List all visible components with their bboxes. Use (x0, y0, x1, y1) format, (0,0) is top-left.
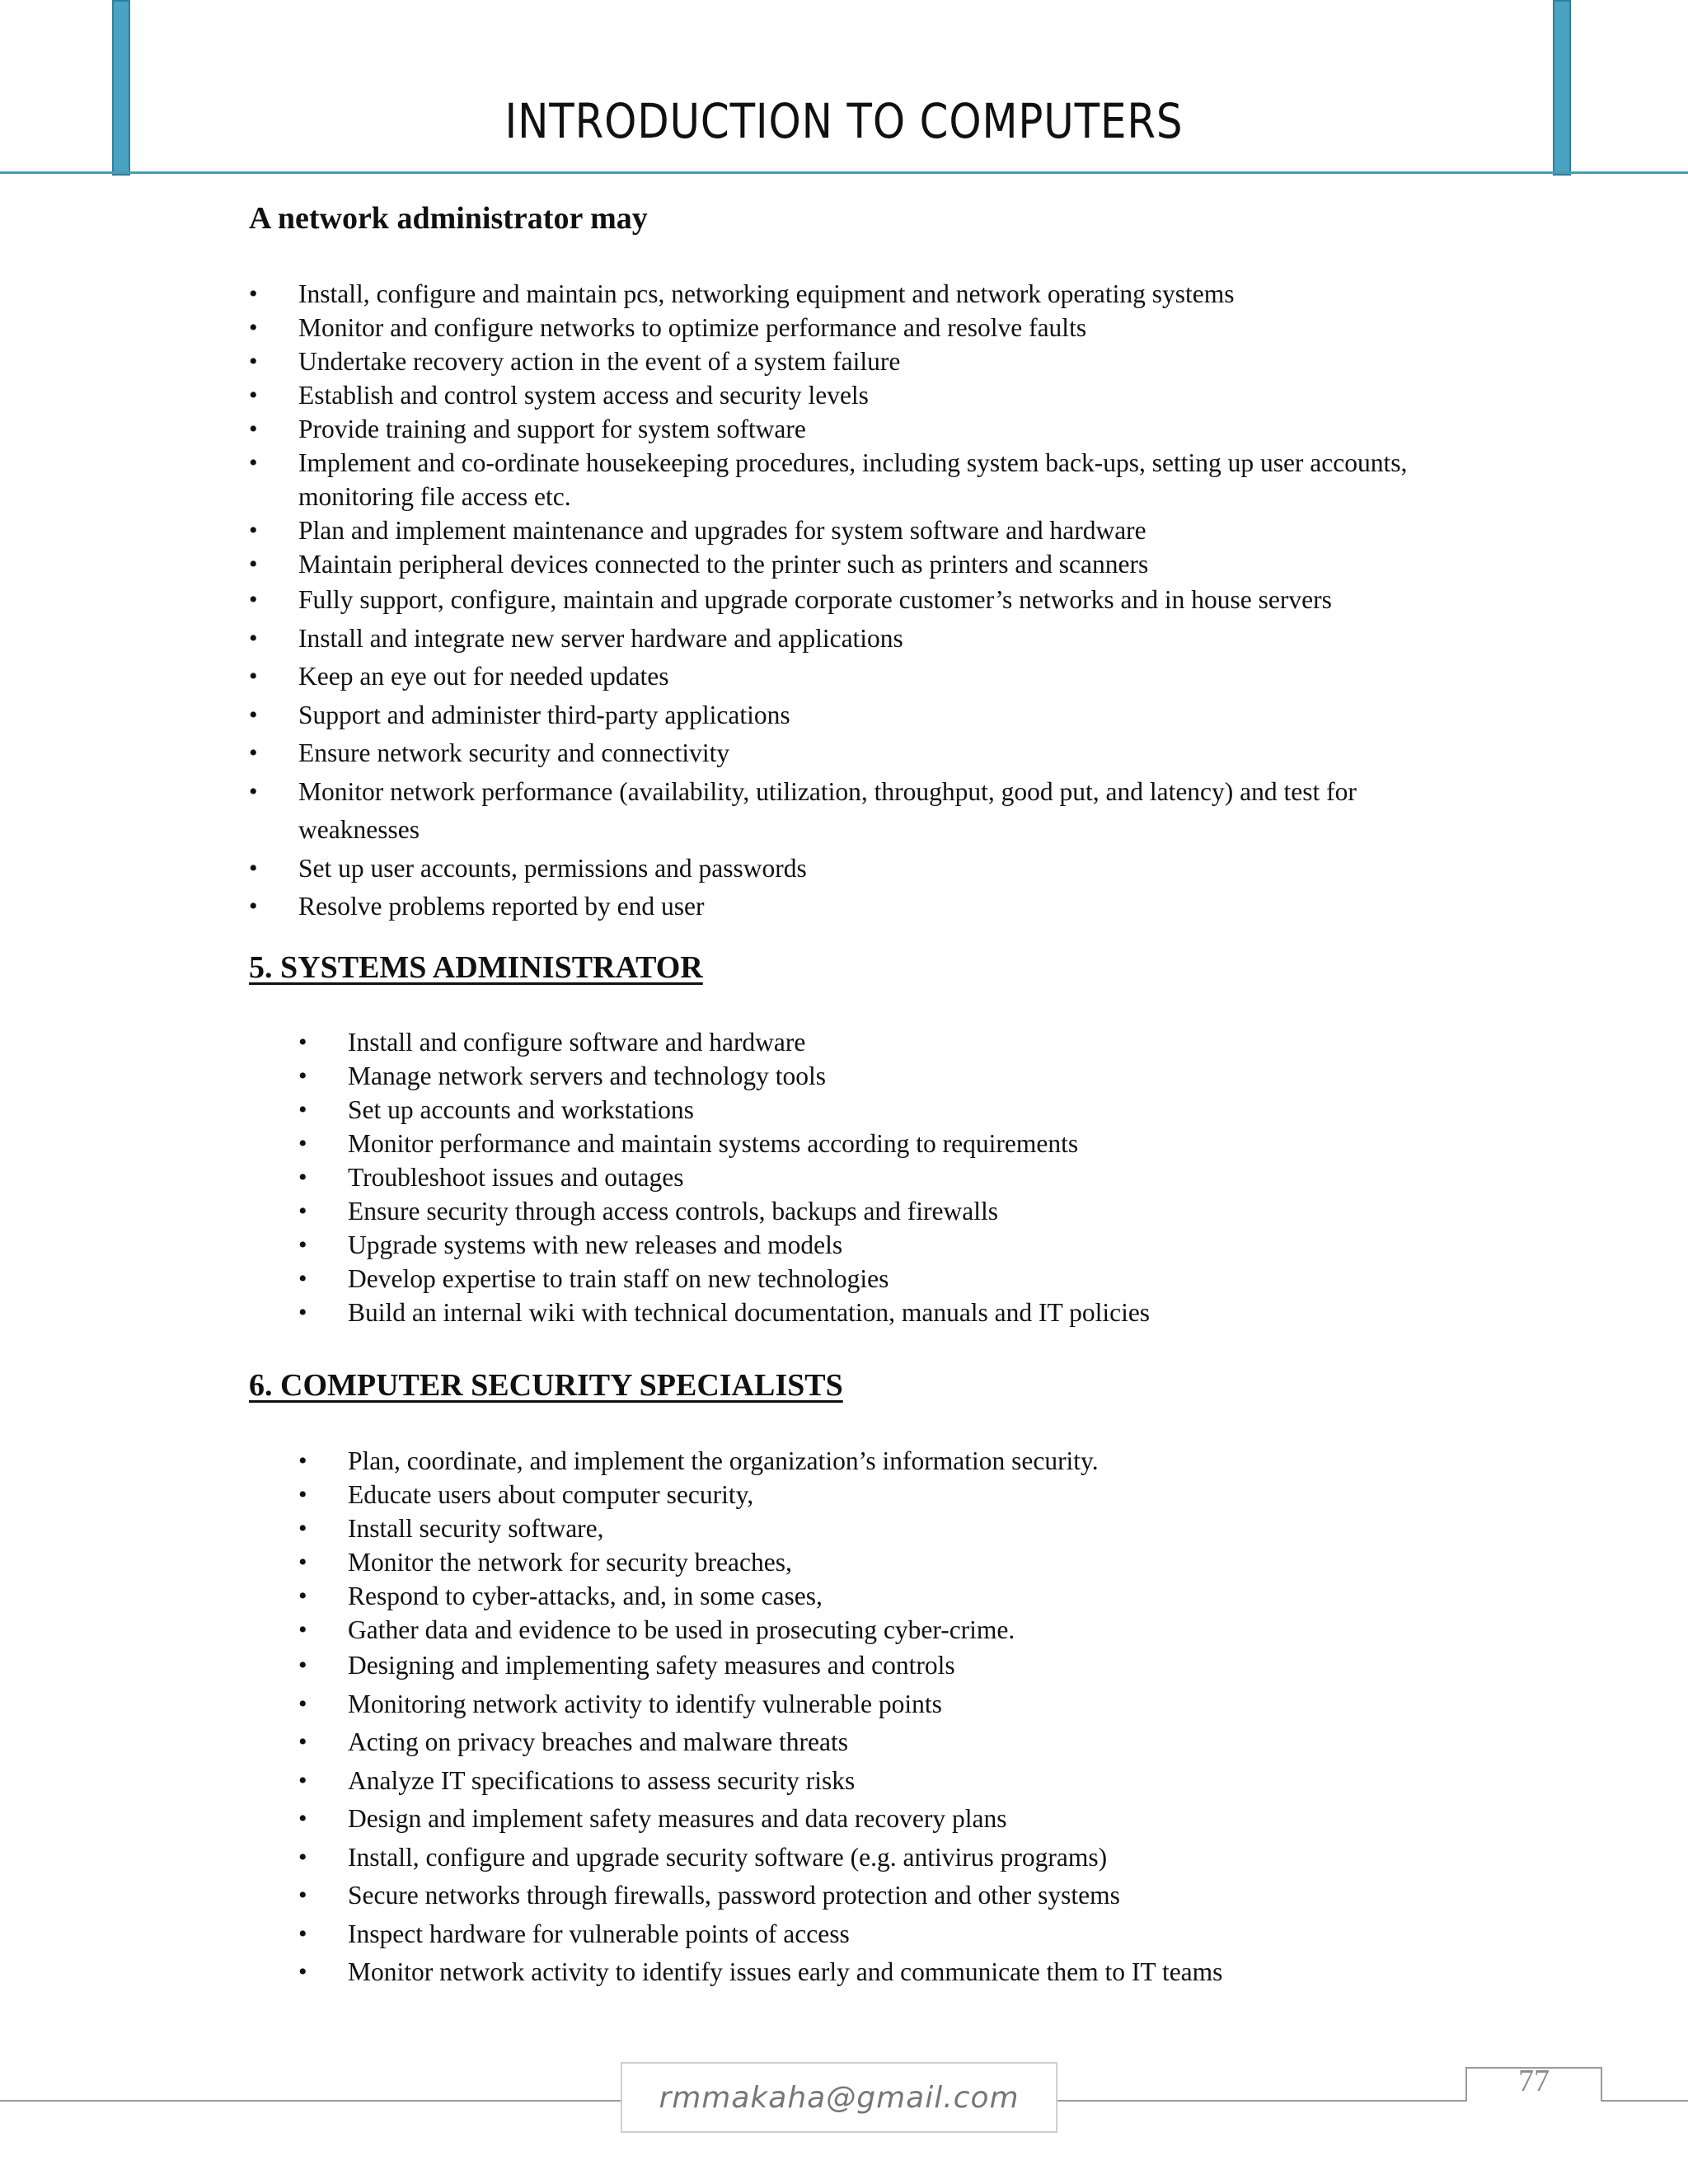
section-heading-network-administrator: A network administrator may (249, 201, 648, 236)
list-item: • Install security software, (298, 1511, 1222, 1545)
bullet-icon: • (249, 701, 258, 729)
footer-rule-left (0, 2100, 621, 2102)
bullet-icon: • (298, 1919, 307, 1947)
bullet-icon: • (249, 739, 258, 766)
list-item: • Monitor performance and maintain systems according to requirements (298, 1127, 1150, 1160)
bullet-icon: • (298, 1299, 307, 1326)
footer-rule-middle (1057, 2100, 1465, 2102)
footer-rule-right (1602, 2100, 1688, 2102)
page-header-title: INTRODUCTION TO COMPUTERS (504, 93, 1184, 149)
list-item: • Maintain peripheral devices connected to the printer such as printers and scanners (249, 547, 1452, 581)
bullet-icon: • (298, 1882, 307, 1909)
list-item: • Install, configure and upgrade security software (e.g. antivirus programs) (298, 1839, 1222, 1877)
list-item: • Plan, coordinate, and implement the organization’s information security. (298, 1444, 1222, 1478)
bullet-icon: • (298, 1481, 307, 1508)
security-specialist-duties-list (298, 1444, 1222, 1992)
list-item: • Upgrade systems with new releases and models (298, 1228, 1150, 1262)
list-item: • Ensure security through access controls, backups and firewalls (298, 1194, 1150, 1228)
list-item: • Support and administer third-party applications (249, 696, 1452, 735)
footer-email: rmmakaha@gmail.com (659, 2080, 1020, 2115)
list-item: • Monitor and configure networks to optimize performance and resolve faults (249, 311, 1452, 344)
bullet-icon: • (298, 1582, 307, 1610)
list-item: • Build an internal wiki with technical documentation, manuals and IT policies (298, 1296, 1150, 1329)
page-number: 77 (1518, 2064, 1550, 2098)
bullet-icon: • (298, 1843, 307, 1871)
list-item: • Plan and implement maintenance and upgrades for system software and hardware (249, 513, 1452, 547)
list-item: • Monitoring network activity to identify vulnerable points (298, 1685, 1222, 1724)
bullet-icon: • (249, 382, 258, 409)
bullet-icon: • (298, 1652, 307, 1679)
section-heading-security-specialists: 6. COMPUTER SECURITY SPECIALISTS (249, 1368, 843, 1403)
list-item: • Resolve problems reported by end user (249, 888, 1452, 926)
list-item: • Install and configure software and hardware (298, 1025, 1150, 1059)
bullet-icon: • (298, 1062, 307, 1090)
bullet-icon: • (298, 1805, 307, 1832)
list-item: • Monitor the network for security breaches, (298, 1545, 1222, 1579)
list-item: • Inspect hardware for vulnerable points of access (298, 1915, 1222, 1954)
bullet-icon: • (249, 854, 258, 882)
bullet-icon: • (298, 1515, 307, 1542)
list-item: • Respond to cyber-attacks, and, in some cases, (298, 1579, 1222, 1613)
list-item: • Gather data and evidence to be used in prosecuting cyber-crime. (298, 1613, 1222, 1647)
list-item: • Monitor network performance (availability, utilization, throughput, good put, and latency) and test for weaknesses (249, 773, 1452, 850)
list-item: • Provide training and support for system software (249, 412, 1452, 446)
bullet-icon: • (298, 1728, 307, 1755)
bullet-icon: • (249, 449, 258, 476)
bullet-icon: • (249, 280, 258, 307)
bullet-icon: • (249, 893, 258, 920)
bullet-icon: • (298, 1766, 307, 1794)
list-item: • Acting on privacy breaches and malware threats (298, 1723, 1222, 1762)
header-accent-bar-right (1553, 0, 1571, 176)
list-item: • Analyze IT specifications to assess security risks (298, 1762, 1222, 1801)
list-item: • Set up accounts and workstations (298, 1093, 1150, 1127)
list-item: • Establish and control system access and security levels (249, 378, 1452, 412)
bullet-icon: • (298, 1447, 307, 1474)
bullet-icon: • (298, 1197, 307, 1225)
list-item: • Monitor network activity to identify issues early and communicate them to IT teams (298, 1953, 1222, 1992)
list-item: • Set up user accounts, permissions and passwords (249, 850, 1452, 888)
header-accent-bar-left (112, 0, 130, 176)
bullet-icon: • (298, 1265, 307, 1292)
bullet-icon: • (249, 348, 258, 375)
bullet-icon: • (298, 1164, 307, 1191)
list-item: • Design and implement safety measures and data recovery plans (298, 1800, 1222, 1839)
bullet-icon: • (298, 1130, 307, 1157)
bullet-icon: • (249, 551, 258, 578)
bullet-icon: • (249, 415, 258, 443)
list-item: • Ensure network security and connectivity (249, 734, 1452, 773)
bullet-icon: • (249, 624, 258, 652)
bullet-icon: • (249, 586, 258, 613)
bullet-icon: • (249, 663, 258, 690)
bullet-icon: • (298, 1690, 307, 1718)
bullet-icon: • (249, 314, 258, 341)
list-item: • Troubleshoot issues and outages (298, 1160, 1150, 1194)
header-rule (0, 171, 1688, 174)
list-item: • Install and integrate new server hardware and applications (249, 620, 1452, 658)
bullet-icon: • (249, 777, 258, 805)
list-item: • Undertake recovery action in the event of a system failure (249, 344, 1452, 378)
list-item: • Educate users about computer security, (298, 1478, 1222, 1511)
list-item: • Fully support, configure, maintain and upgrade corporate customer’s networks and in house servers (249, 581, 1452, 620)
list-item: • Designing and implementing safety measures and controls (298, 1647, 1222, 1685)
bullet-icon: • (298, 1549, 307, 1576)
bullet-icon: • (298, 1231, 307, 1258)
list-item: • Secure networks through firewalls, password protection and other systems (298, 1877, 1222, 1915)
list-item: • Keep an eye out for needed updates (249, 658, 1452, 696)
bullet-icon: • (298, 1616, 307, 1643)
bullet-icon: • (298, 1029, 307, 1056)
footer-email-box (621, 2062, 1057, 2133)
list-item: • Develop expertise to train staff on new technologies (298, 1262, 1150, 1296)
bullet-icon: • (298, 1096, 307, 1123)
bullet-icon: • (249, 517, 258, 544)
systems-admin-duties-list (298, 1025, 1150, 1329)
list-item: • Implement and co-ordinate housekeeping procedures, including system back-ups, setting up user accounts, monitoring file access etc. (249, 446, 1452, 513)
bullet-icon: • (298, 1958, 307, 1985)
network-admin-duties-list (249, 277, 1452, 926)
list-item: • Install, configure and maintain pcs, networking equipment and network operating systems (249, 277, 1452, 311)
section-heading-systems-administrator: 5. SYSTEMS ADMINISTRATOR (249, 950, 703, 985)
list-item: • Manage network servers and technology tools (298, 1059, 1150, 1093)
